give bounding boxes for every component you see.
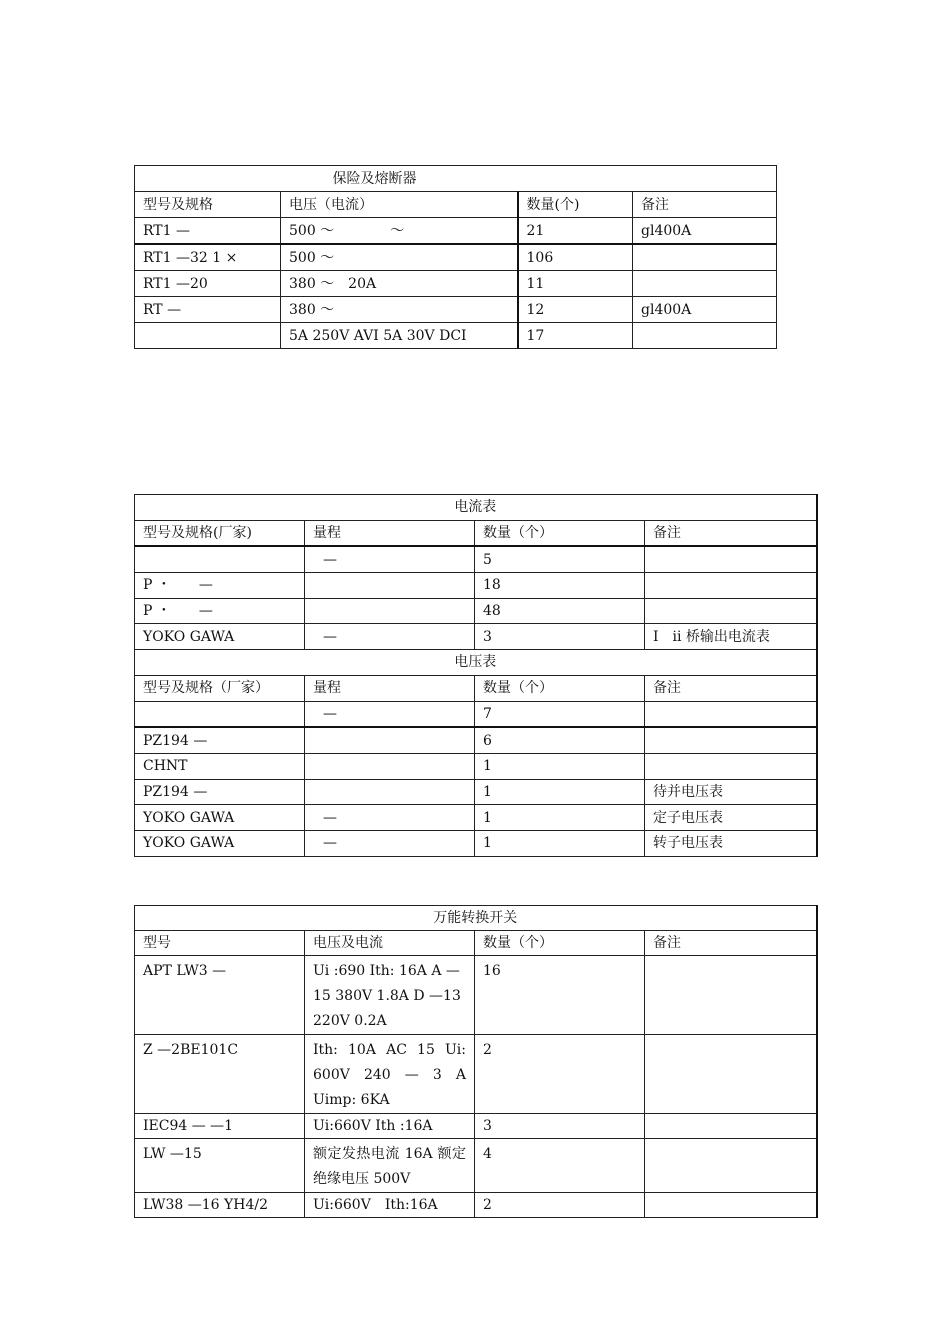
table-row: 5A 250V AVI 5A 30V DCI 17 — [135, 323, 777, 349]
voltmeter-table-title: 电压表 — [135, 650, 817, 676]
table-row: PZ194 — 1 待并电压表 — [135, 779, 817, 805]
header-quantity: 数量（个） — [475, 931, 645, 956]
table-row: RT1 — 500 ～ ～ 21 gl400A — [135, 218, 777, 245]
table-row: YOKO GAWA — 1 转子电压表 — [135, 830, 817, 856]
header-note: 备注 — [645, 520, 817, 546]
table-row: — 5 — [135, 546, 817, 572]
table-row: CHNT 1 — [135, 753, 817, 779]
table-row: RT — 380 ～ 12 gl400A — [135, 297, 777, 323]
header-range: 量程 — [305, 520, 475, 546]
fuse-table-title: 保险及熔断器 — [135, 166, 777, 192]
header-model: 型号 — [135, 931, 305, 956]
table-row: Z —2BE101C Ith: 10A AC 15 Ui: 600V 240 — 3 A Uimp: 6KA 2 — [135, 1035, 817, 1114]
header-note: 备注 — [633, 192, 777, 218]
switch-table-title: 万能转换开关 — [135, 906, 817, 931]
header-range: 量程 — [305, 675, 475, 701]
table-row: — 7 — [135, 701, 817, 727]
ammeter-table-title: 电流表 — [135, 495, 817, 521]
header-model: 型号及规格（厂家） — [135, 675, 305, 701]
table-row: APT LW3 — Ui :690 Ith: 16A A —15 380V 1.8A D —13 220V 0.2A 16 — [135, 956, 817, 1035]
header-quantity: 数量（个） — [475, 675, 645, 701]
header-voltage-current: 电压及电流 — [305, 931, 475, 956]
header-note: 备注 — [645, 931, 817, 956]
meter-table — [134, 494, 818, 857]
table-row: RT1 —20 380 ～ 20A 11 — [135, 271, 777, 297]
header-quantity: 数量（个） — [475, 520, 645, 546]
table-row: P ・ — 18 — [135, 573, 817, 599]
table-row: IEC94 — —1 Ui:660V Ith :16A 3 — [135, 1114, 817, 1139]
table-row: YOKO GAWA — 3 I ii 桥输出电流表 — [135, 624, 817, 650]
fuse-table — [134, 165, 777, 349]
header-note: 备注 — [645, 675, 817, 701]
switch-table — [134, 905, 818, 1218]
table-row: LW —15 额定发热电流 16A 额定绝缘电压 500V 4 — [135, 1139, 817, 1193]
table-row: YOKO GAWA — 1 定子电压表 — [135, 805, 817, 831]
table-row: PZ194 — 6 — [135, 727, 817, 753]
table-row: P ・ — 48 — [135, 598, 817, 624]
header-quantity: 数量(个) — [518, 192, 633, 218]
header-model: 型号及规格 — [135, 192, 281, 218]
header-voltage: 电压（电流） — [281, 192, 518, 218]
table-row: LW38 —16 YH4/2 Ui:660V Ith:16A 2 — [135, 1193, 817, 1218]
table-row: RT1 —32 1 × 500 ～ 106 — [135, 244, 777, 271]
header-model: 型号及规格(厂家) — [135, 520, 305, 546]
